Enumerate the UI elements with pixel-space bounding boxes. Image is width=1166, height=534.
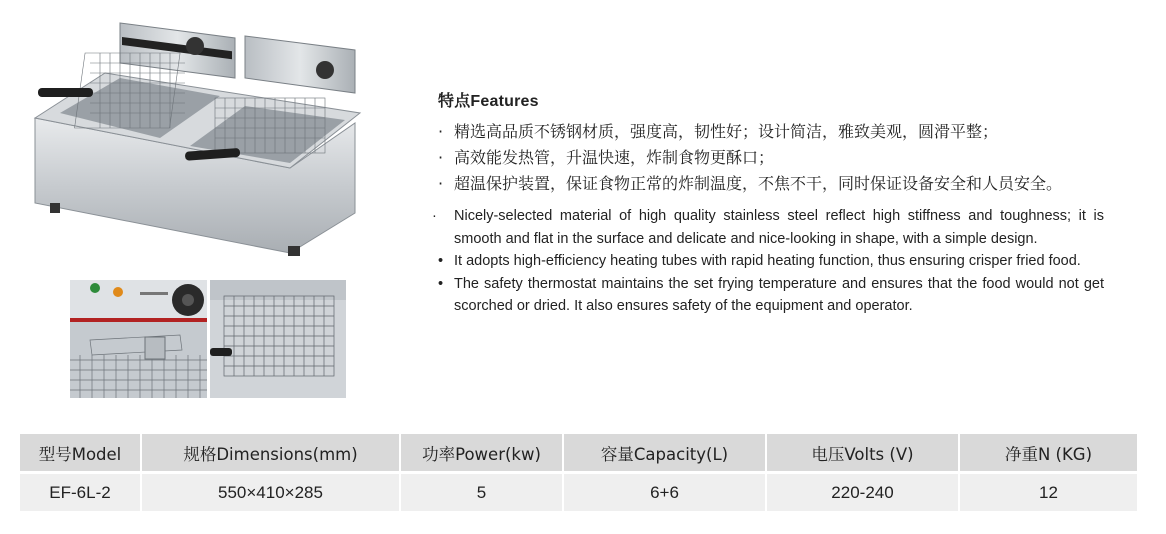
spec-row: [20, 473, 1137, 512]
spec-weight: 12: [959, 473, 1137, 512]
spec-header-model: 型号Model: [20, 434, 141, 473]
spec-header-row: [20, 434, 1137, 473]
spec-dimensions: 550×410×285: [141, 473, 400, 512]
fryer-main-image: [30, 18, 375, 258]
spec-header-capacity: 容量Capacity(L): [563, 434, 766, 473]
spec-table: [20, 434, 1137, 511]
features-section: [430, 88, 1130, 318]
features-cn-list: [430, 119, 1130, 197]
spec-header-power: 功率Power(kw): [400, 434, 563, 473]
feature-en-item: · Nicely-selected material of high quality stainless steel reflect high stiffness and toughness; it is smooth and flat in the surface and delicate and nice-looking in shape, with a simple design.: [432, 208, 1104, 247]
spec-header-weight: 净重N (KG): [959, 434, 1137, 473]
product-images: [0, 0, 420, 410]
fryer-detail-panel-image: [70, 280, 207, 398]
spec-power: 5: [400, 473, 563, 512]
features-title: 特点Features: [438, 93, 539, 110]
feature-cn-item: · 高效能发热管，升温快速，炸制食物更酥口；: [438, 148, 775, 167]
spec-header-volts: 电压Volts (V): [766, 434, 959, 473]
feature-en-item: • It adopts high-efficiency heating tubes with rapid heating function, thus ensuring crisper fried food.: [438, 253, 1081, 269]
feature-cn-item: · 精选高品质不锈钢材质，强度高，韧性好；设计简洁，雅致美观，圆滑平整；: [438, 122, 999, 141]
feature-en-item: • The safety thermostat maintains the set frying temperature and ensures that the food would not get scorched or dried. It also ensures safety of the equipment and operator.: [438, 275, 1104, 314]
features-en-list: [430, 205, 1130, 318]
spec-header-dimensions: 规格Dimensions(mm): [141, 434, 400, 473]
spec-capacity: 6+6: [563, 473, 766, 512]
spec-model: EF-6L-2: [20, 473, 141, 512]
fryer-detail-basket-image: [210, 280, 346, 398]
spec-volts: 220-240: [766, 473, 959, 512]
feature-cn-item: · 超温保护装置，保证食物正常的炸制温度，不焦不干，同时保证设备安全和人员安全。: [438, 174, 1063, 193]
